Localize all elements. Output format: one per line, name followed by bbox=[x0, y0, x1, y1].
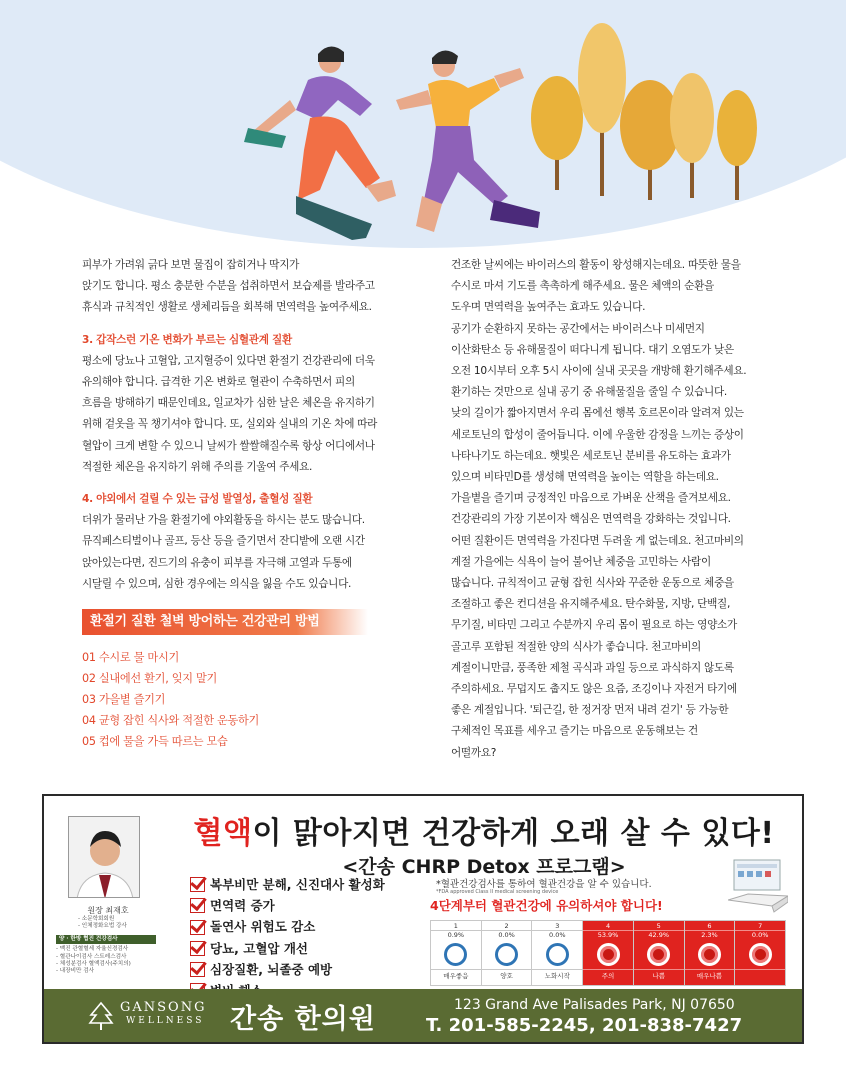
vascular-stage-table bbox=[430, 920, 786, 986]
body-line: 세로토닌의 합성이 줄어듭니다. 이에 우울한 감정을 느끼는 증상이 bbox=[451, 428, 744, 441]
section4-line: 시달릴 수 있으며, 심한 경우에는 의식을 잃을 수도 있습니다. bbox=[82, 577, 352, 590]
tip-item: 02 실내에선 환기, 잊지 말기 bbox=[82, 672, 217, 686]
stage-number: 6 bbox=[685, 921, 735, 931]
tip-item: 05 컵에 물을 가득 따르는 모습 bbox=[82, 735, 228, 749]
cred-item: - 내장비만 검사 bbox=[56, 968, 94, 975]
body-line: 좋은 계절입니다. '퇴근길, 한 정거장 먼저 내려 걷기' 등 가능한 bbox=[451, 704, 729, 717]
test-note: *혈관건강검사를 통하여 혈관건강을 알 수 있습니다. bbox=[436, 879, 652, 890]
body-line: 건조한 날씨에는 바이러스의 활동이 왕성해지는데요. 따뜻한 물을 bbox=[451, 259, 741, 271]
benefits-list bbox=[190, 874, 385, 1001]
benefit-item bbox=[190, 916, 385, 937]
stage-number: 3 bbox=[532, 921, 582, 931]
checkbox-icon bbox=[190, 941, 205, 956]
stage-percent: 0.0% bbox=[549, 931, 566, 939]
stage-label: 양호 bbox=[482, 969, 532, 981]
body-line: 계절 가을에는 식욕이 늘어 불어난 체중을 고민하는 사람이 bbox=[451, 555, 711, 568]
body-line: 있으며 비타민D를 생성해 면역력을 높이는 역할을 하는데요. bbox=[451, 471, 719, 484]
section3-line: 혈압이 크게 변할 수 있으니 날씨가 쌀쌀해질수록 항상 어디에서나 bbox=[82, 439, 375, 452]
stage-cell bbox=[634, 921, 685, 985]
doctor-title: - 소문학회회원 bbox=[78, 916, 115, 922]
checkbox-icon bbox=[190, 962, 205, 977]
section4-line: 더위가 물러난 가을 환절기에 야외활동을 하시는 분도 많습니다. bbox=[82, 514, 365, 527]
method-banner: 환절기 질환 철벽 방어하는 건강관리 방법 bbox=[82, 609, 368, 635]
body-line: 낮의 길이가 짧아지면서 우리 몸에선 행복 호르몬이라 알려져 있는 bbox=[451, 407, 744, 420]
logo-english-line1: GANSONG bbox=[120, 1000, 207, 1015]
benefit-label: 면역력 증가 bbox=[210, 898, 275, 914]
vessel-cross-section-icon bbox=[597, 943, 620, 966]
vessel-cross-section-icon bbox=[749, 943, 772, 966]
stage-percent: 53.9% bbox=[597, 931, 619, 939]
benefit-item bbox=[190, 895, 385, 916]
clinic-advertisement bbox=[42, 794, 804, 1044]
tip-item: 01 수시로 물 마시기 bbox=[82, 651, 179, 665]
monitor-icon bbox=[728, 856, 788, 914]
ad-subhead: <간송 CHRP Detox 프로그램> bbox=[342, 856, 626, 878]
doctor-name: 원장 최재호 bbox=[87, 906, 129, 915]
checkbox-icon bbox=[190, 898, 205, 913]
stage-cell bbox=[431, 921, 482, 985]
headline-highlight: 혈액 bbox=[193, 816, 253, 851]
checkbox-icon bbox=[190, 920, 205, 935]
benefit-label: 복부비만 분해, 신진대사 활성화 bbox=[210, 877, 385, 892]
body-line: 도우며 면역력을 높여주는 효과도 있습니다. bbox=[451, 301, 646, 314]
tree-logo-icon bbox=[88, 1001, 114, 1031]
stage-number: 1 bbox=[431, 921, 481, 931]
stage-label: 매우나쁨 bbox=[685, 969, 735, 981]
body-line: 무기질, 비타민 그리고 수분까지 우리 몸이 필요로 하는 영양소가 bbox=[451, 619, 737, 632]
stage-number: 4 bbox=[583, 921, 633, 931]
stage-cell bbox=[532, 921, 583, 985]
logo-english-line2: WELLNESS bbox=[126, 1016, 205, 1026]
headline-text: 이 맑아지면 건강하게 오래 살 수 있다! bbox=[252, 816, 775, 851]
vessel-cross-section-icon bbox=[546, 943, 569, 966]
vessel-cross-section-icon bbox=[647, 943, 670, 966]
body-line: 나타나기도 하는데요. 햇빛은 세로토닌 분비를 유도하는 효과가 bbox=[451, 449, 731, 462]
stage-percent: 0.0% bbox=[498, 931, 515, 939]
section3-line: 유의해야 합니다. 급격한 기온 변화로 혈관이 수축하면서 피의 bbox=[82, 376, 355, 389]
vessel-cross-section-icon bbox=[698, 943, 721, 966]
stage-cell bbox=[685, 921, 736, 985]
stage-percent: 0.0% bbox=[751, 931, 769, 939]
section3-title: 3. 갑작스런 기온 변화가 부르는 심혈관계 질환 bbox=[82, 333, 292, 346]
cred-item: - 혈관나이검사 스트레스검사 bbox=[56, 953, 127, 960]
cred-item: - 맥진 관혈혈세 자율신경검사 bbox=[56, 946, 129, 953]
body-line: 어떤 질환이든 면역력을 가진다면 두려울 게 없는데요. 천고마비의 bbox=[451, 534, 744, 547]
stage-number: 2 bbox=[482, 921, 532, 931]
logo-korean: 간송 한의원 bbox=[230, 1004, 376, 1035]
ad-headline bbox=[184, 808, 784, 852]
benefit-item bbox=[190, 874, 385, 895]
section3-line: 적절한 체온을 유지하기 위해 주의를 기울여 주세요. bbox=[82, 460, 313, 473]
checkbox-icon bbox=[190, 877, 205, 892]
tips-list bbox=[82, 647, 400, 752]
benefit-item bbox=[190, 959, 385, 980]
body-line: 어떨까요? bbox=[451, 746, 497, 759]
hero-illustration bbox=[0, 0, 846, 262]
stage-percent: 2.3% bbox=[701, 931, 718, 939]
benefit-label: 당뇨, 고혈압 개선 bbox=[210, 940, 308, 956]
body-line: 구체적인 목표를 세우고 즐기는 마음으로 운동해보는 건 bbox=[451, 725, 698, 738]
stage-percent: 42.9% bbox=[648, 931, 670, 939]
stage-cell bbox=[583, 921, 634, 985]
stage-label: 노화시작 bbox=[532, 969, 582, 981]
body-line: 오전 10시부터 오후 5시 사이에 실내 곳곳을 개방해 환기해주세요. bbox=[451, 365, 747, 378]
doctor-credentials bbox=[56, 916, 156, 976]
tip-item: 03 가을볕 즐기기 bbox=[82, 693, 166, 707]
fda-note: *FDA approved Class II medical screening device bbox=[436, 889, 559, 895]
section3-line: 평소에 당뇨나 고혈압, 고지혈증이 있다면 환절기 건강관리에 더욱 bbox=[82, 354, 375, 367]
section4-line: 뮤직페스티벌이나 골프, 등산 등을 즐기면서 잔디밭에 오랜 시간 bbox=[82, 535, 365, 548]
intro-line: 앉기도 합니다. 평소 충분한 수분을 섭취하면서 보습제를 발라주고 bbox=[82, 280, 375, 293]
clinic-phone: T. 201-585-2245, 201-838-7427 bbox=[426, 1015, 743, 1036]
body-line: 가을볕을 즐기며 긍정적인 마음으로 가벼운 산책을 즐겨보세요. bbox=[451, 492, 731, 505]
body-line: 수시로 마셔 기도를 촉촉하게 해주세요. 물은 체액의 순환을 bbox=[451, 280, 714, 293]
vessel-cross-section-icon bbox=[444, 943, 467, 966]
stage-cell bbox=[482, 921, 533, 985]
intro-line: 휴식과 규칙적인 생활로 생체리듬을 회복해 면역력을 높여주세요. bbox=[82, 301, 372, 314]
body-line: 이산화탄소 등 유해물질이 떠다니게 됩니다. 대기 오염도가 낮은 bbox=[451, 343, 734, 356]
body-line: 환기하는 것만으로 실내 공기 중 유해물질을 줄일 수 있습니다. bbox=[451, 386, 727, 399]
stage-label bbox=[735, 969, 785, 981]
stage-cell bbox=[735, 921, 785, 985]
stage-label: 주의 bbox=[583, 969, 633, 981]
stage-label: 매우좋음 bbox=[431, 969, 481, 981]
body-line: 골고루 포함된 적절한 양의 식사가 좋습니다. 천고마비의 bbox=[451, 640, 701, 653]
stage-number: 5 bbox=[634, 921, 684, 931]
stage-label: 나쁨 bbox=[634, 969, 684, 981]
clinic-address: 123 Grand Ave Palisades Park, NJ 07650 bbox=[454, 997, 735, 1013]
body-line: 공기가 순환하지 못하는 공간에서는 바이러스나 미세먼지 bbox=[451, 322, 705, 335]
body-line: 건강관리의 가장 기본이자 핵심은 면역력을 강화하는 것입니다. bbox=[451, 513, 731, 526]
benefit-label: 심장질환, 뇌졸중 예방 bbox=[210, 961, 333, 977]
left-column bbox=[82, 255, 400, 752]
section4-title: 4. 야외에서 걸릴 수 있는 급성 발열성, 출혈성 질환 bbox=[82, 493, 313, 506]
body-line: 계절이니만큼, 풍족한 제철 곡식과 과일 등으로 과식하지 않도록 bbox=[451, 661, 734, 674]
doctor-title: - 인체정화요법 강사 bbox=[78, 923, 127, 930]
tip-item: 04 균형 잡힌 식사와 적절한 운동하기 bbox=[82, 714, 260, 728]
cred-item: - 체성분검사 혈액검사(주치의) bbox=[56, 961, 131, 968]
doctor-photo bbox=[68, 816, 140, 898]
stage-number: 7 bbox=[735, 921, 785, 931]
cred-heading: 양 · 한방 협진 건강검사 bbox=[56, 935, 156, 944]
stage-percent: 0.9% bbox=[447, 931, 465, 939]
section4-line: 앉아있는다면, 진드기의 유충이 피부를 자극해 고열과 두통에 bbox=[82, 556, 352, 569]
ad-footer bbox=[44, 989, 802, 1042]
body-line: 주의하세요. 무덥지도 춥지도 않은 요즘, 조깅이나 자전거 타기에 bbox=[451, 683, 737, 696]
section3-line: 위해 겉옷을 꼭 챙기셔야 합니다. 또, 실외와 실내의 기온 차에 따라 bbox=[82, 418, 378, 431]
stage-warning: 4단계부터 혈관건강에 유의하셔야 합니다! bbox=[430, 898, 663, 913]
body-line: 많습니다. 규칙적이고 균형 잡힌 식사와 꾸준한 운동으로 체중을 bbox=[451, 577, 734, 590]
benefit-item bbox=[190, 938, 385, 959]
section3-line: 흐름을 방해하기 때문인데요, 일교차가 심한 날은 체온을 유지하기 bbox=[82, 397, 375, 410]
body-line: 조절하고 좋은 컨디션을 유지해주세요. 탄수화물, 지방, 단백질, bbox=[451, 598, 731, 611]
right-column bbox=[451, 255, 783, 764]
vessel-cross-section-icon bbox=[495, 943, 518, 966]
intro-line: 피부가 가려워 긁다 보면 물집이 잡히거나 딱지가 bbox=[82, 259, 300, 271]
benefit-label: 돌연사 위험도 감소 bbox=[210, 919, 316, 935]
